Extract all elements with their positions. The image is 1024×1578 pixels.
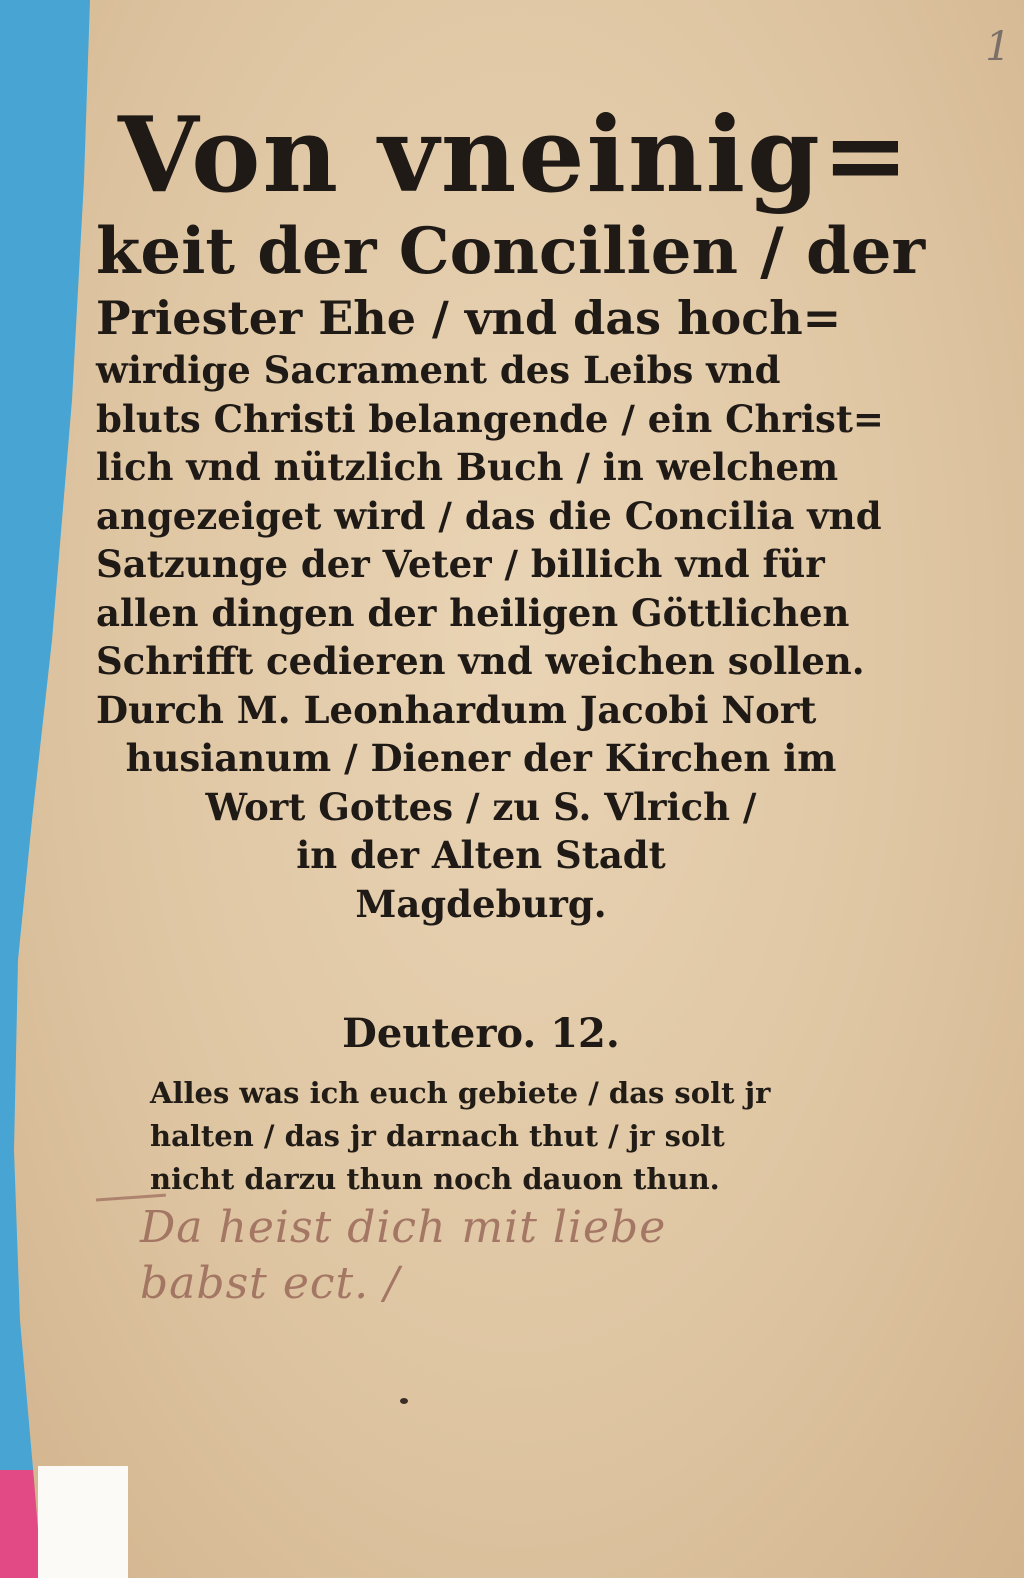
title-line-15: Magdeburg. [355, 881, 607, 926]
title-line-10: Schrifft cedieren vnd weichen sollen. [96, 639, 865, 683]
title-line-2: keit der Concilien / der [96, 214, 926, 289]
page-number: 1 [985, 24, 1011, 70]
title-line-7: angezeiget wird / das die Concilia vnd [96, 493, 882, 538]
title-line-1: Von vneinig= [118, 93, 912, 216]
ink-dot [400, 1398, 408, 1404]
handwritten-line-2: babst ect. / [140, 1258, 400, 1309]
title-line-4: wirdige Sacrament des Leibs vnd [96, 348, 781, 392]
title-line-6: lich vnd nützlich Buch / in welchem [96, 445, 839, 489]
title-line-8: Satzunge der Veter / billich vnd für [96, 542, 825, 586]
verse-line-1: Alles was ich euch gebiete / das solt jr [150, 1076, 771, 1110]
title-line-9: allen dingen der heiligen Göttlichen [96, 590, 850, 635]
title-line-11: Durch M. Leonhardum Jacobi Nort [96, 687, 817, 732]
title-line-14: in der Alten Stadt [296, 833, 666, 877]
title-block [96, 93, 926, 928]
title-line-13: Wort Gottes / zu S. Vlrich / [205, 784, 757, 829]
title-line-3: Priester Ehe / vnd das hoch= [96, 291, 842, 345]
verse-line-3: nicht darzu thun noch dauon thun. [150, 1162, 720, 1196]
motto-reference: Deutero. 12. [342, 1010, 620, 1057]
verse-line-2: halten / das jr darnach thut / jr solt [150, 1119, 725, 1153]
handwritten-line-1: Da heist dich mit liebe [140, 1202, 667, 1253]
background-pink-corner [0, 1470, 40, 1578]
motto-verse [150, 1072, 800, 1201]
title-line-5: bluts Christi belangende / ein Christ= [96, 396, 884, 441]
title-line-12: husianum / Diener der Kirchen im [125, 736, 837, 780]
handwritten-note [140, 1200, 800, 1312]
page-corner-white [38, 1466, 128, 1578]
